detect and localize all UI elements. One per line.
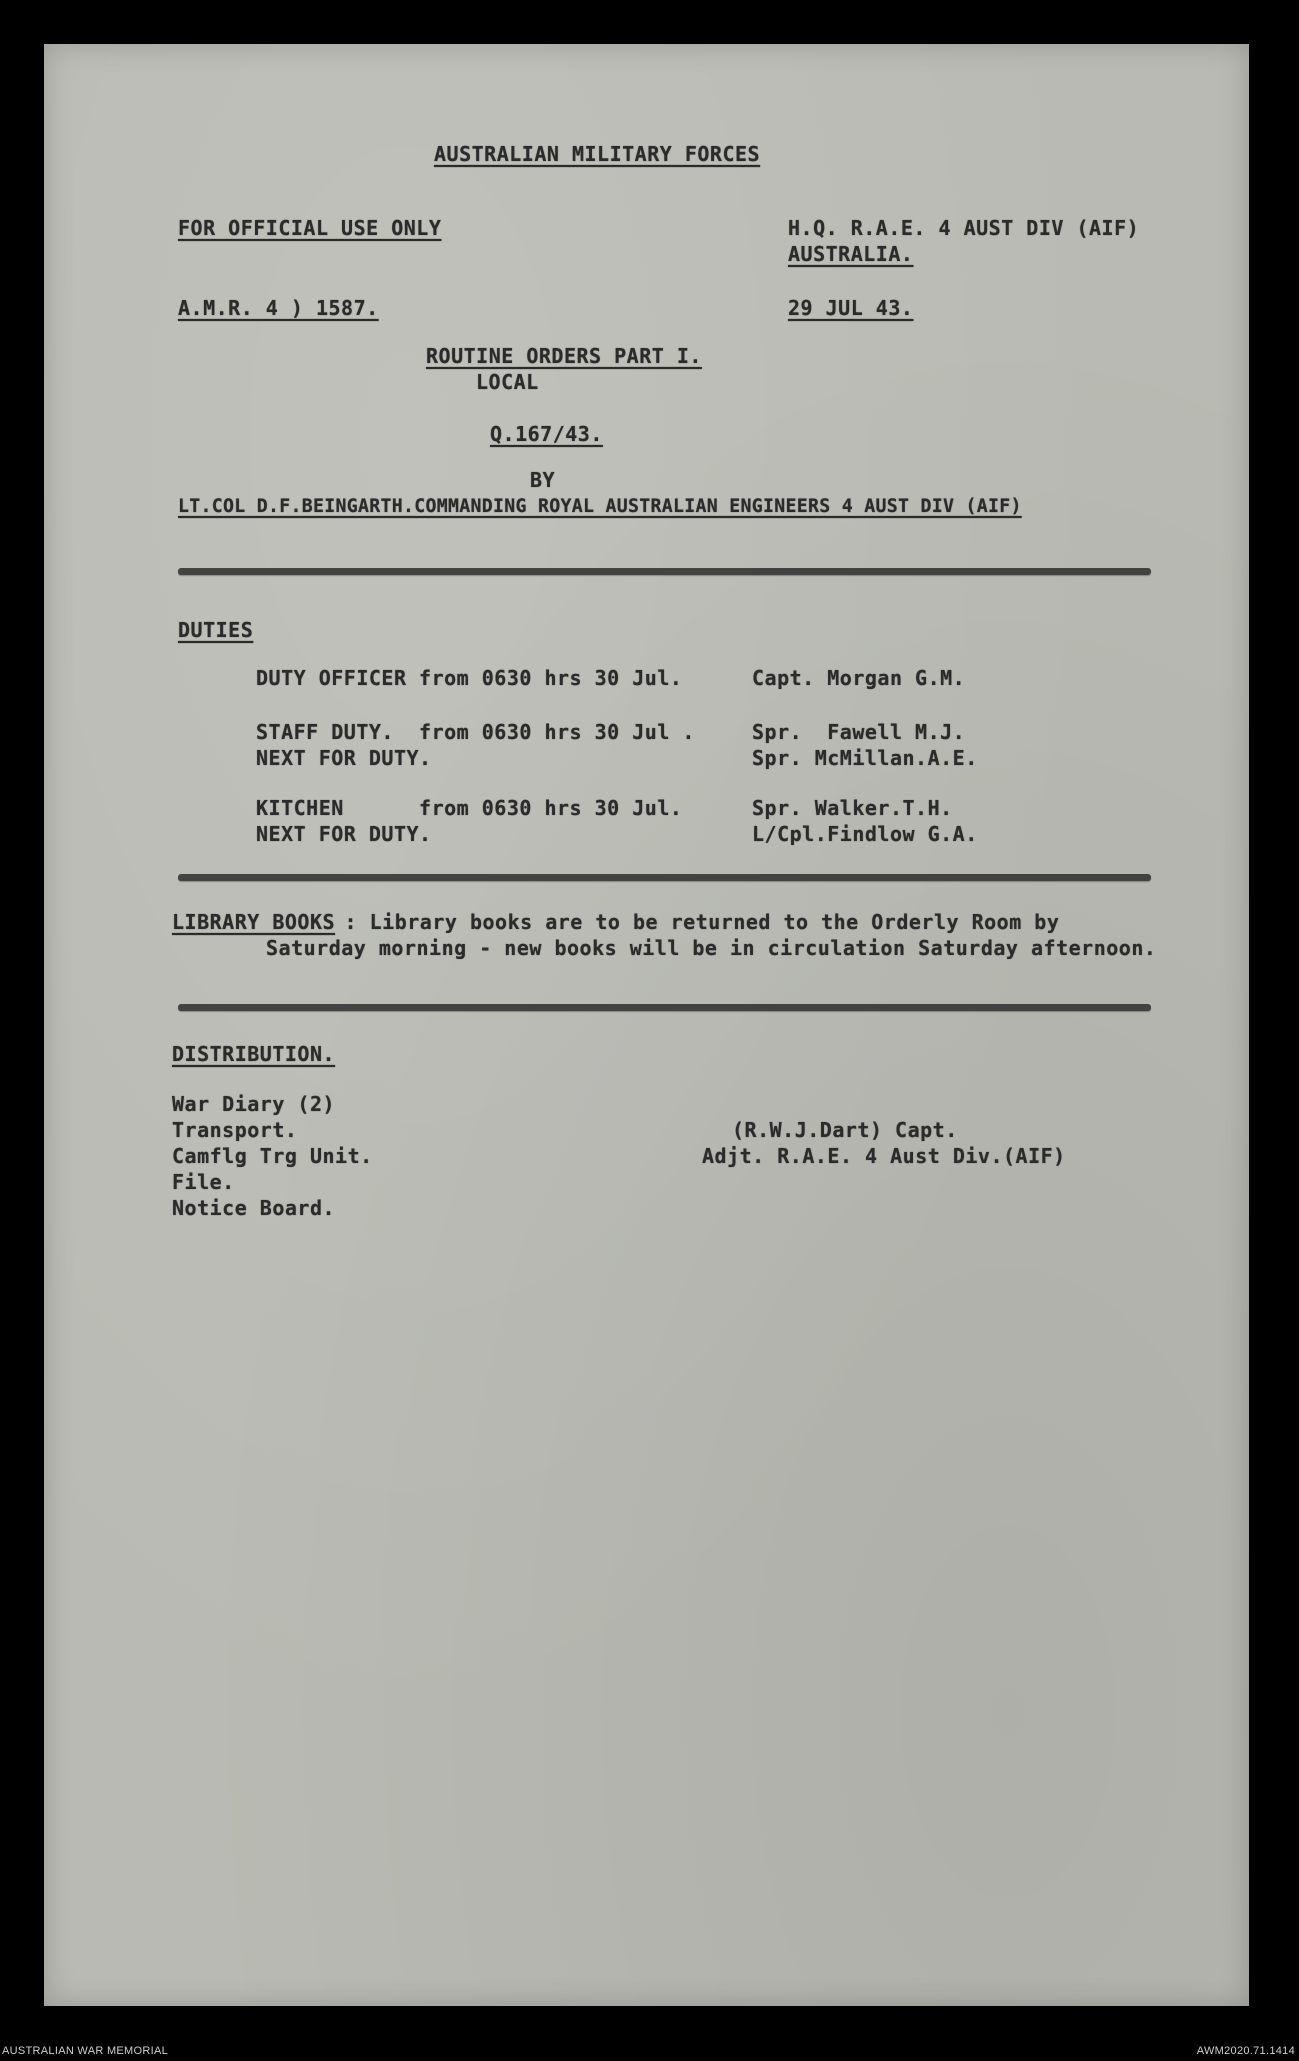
distribution-item: File.	[172, 1170, 235, 1194]
footer-credit: AUSTRALIAN WAR MEMORIAL	[2, 2045, 169, 2057]
footer-accession-number: AWM2020.71.1414	[1196, 2045, 1295, 2057]
duty-label: DUTY OFFICER from 0630 hrs 30 Jul.	[256, 666, 683, 690]
distribution-item: Camflg Trg Unit.	[172, 1144, 373, 1168]
separator-rule	[178, 1004, 1151, 1011]
document-date: 29 JUL 43.	[788, 296, 914, 320]
separator-rule	[178, 568, 1151, 575]
distribution-heading: DISTRIBUTION.	[172, 1042, 336, 1066]
duty-label: KITCHEN from 0630 hrs 30 Jul.	[256, 796, 683, 820]
duty-assignee: Spr. Fawell M.J.	[752, 720, 966, 744]
hq-address-line1: H.Q. R.A.E. 4 AUST DIV (AIF)	[788, 216, 1140, 240]
duty-assignee: Capt. Morgan G.M.	[752, 666, 966, 690]
orders-title: ROUTINE ORDERS PART I.	[426, 344, 702, 368]
duty-assignee: Spr. McMillan.A.E.	[752, 746, 978, 770]
duty-label: NEXT FOR DUTY.	[256, 822, 432, 846]
library-heading: LIBRARY BOOKS	[172, 910, 336, 934]
duty-label: STAFF DUTY. from 0630 hrs 30 Jul .	[256, 720, 695, 744]
library-text-line1: : Library books are to be returned to the Orderly Room by	[332, 910, 1060, 934]
classification: FOR OFFICIAL USE ONLY	[178, 216, 442, 240]
signature-title: Adjt. R.A.E. 4 Aust Div.(AIF)	[702, 1144, 1066, 1168]
orders-issuer: LT.COL D.F.BEINGARTH.COMMANDING ROYAL AUSTRALIAN ENGINEERS 4 AUST DIV (AIF)	[178, 496, 1022, 517]
distribution-item: Notice Board.	[172, 1196, 336, 1220]
separator-rule	[178, 874, 1151, 881]
distribution-item: War Diary (2)	[172, 1092, 336, 1116]
signature-name: (R.W.J.Dart) Capt.	[732, 1118, 958, 1142]
document-title: AUSTRALIAN MILITARY FORCES	[434, 142, 761, 166]
duties-heading: DUTIES	[178, 618, 254, 642]
duty-label: NEXT FOR DUTY.	[256, 746, 432, 770]
library-text-line2: Saturday morning - new books will be in circulation Saturday afternoon.	[266, 936, 1157, 960]
orders-by: BY	[530, 468, 556, 492]
hq-address-line2: AUSTRALIA.	[788, 242, 914, 266]
orders-number: Q.167/43.	[490, 422, 603, 446]
orders-subtitle: LOCAL	[476, 370, 539, 394]
duty-assignee: Spr. Walker.T.H.	[752, 796, 953, 820]
duty-assignee: L/Cpl.Findlow G.A.	[752, 822, 978, 846]
document-page	[44, 44, 1249, 2006]
distribution-item: Transport.	[172, 1118, 298, 1142]
reference-number: A.M.R. 4 ) 1587.	[178, 296, 379, 320]
